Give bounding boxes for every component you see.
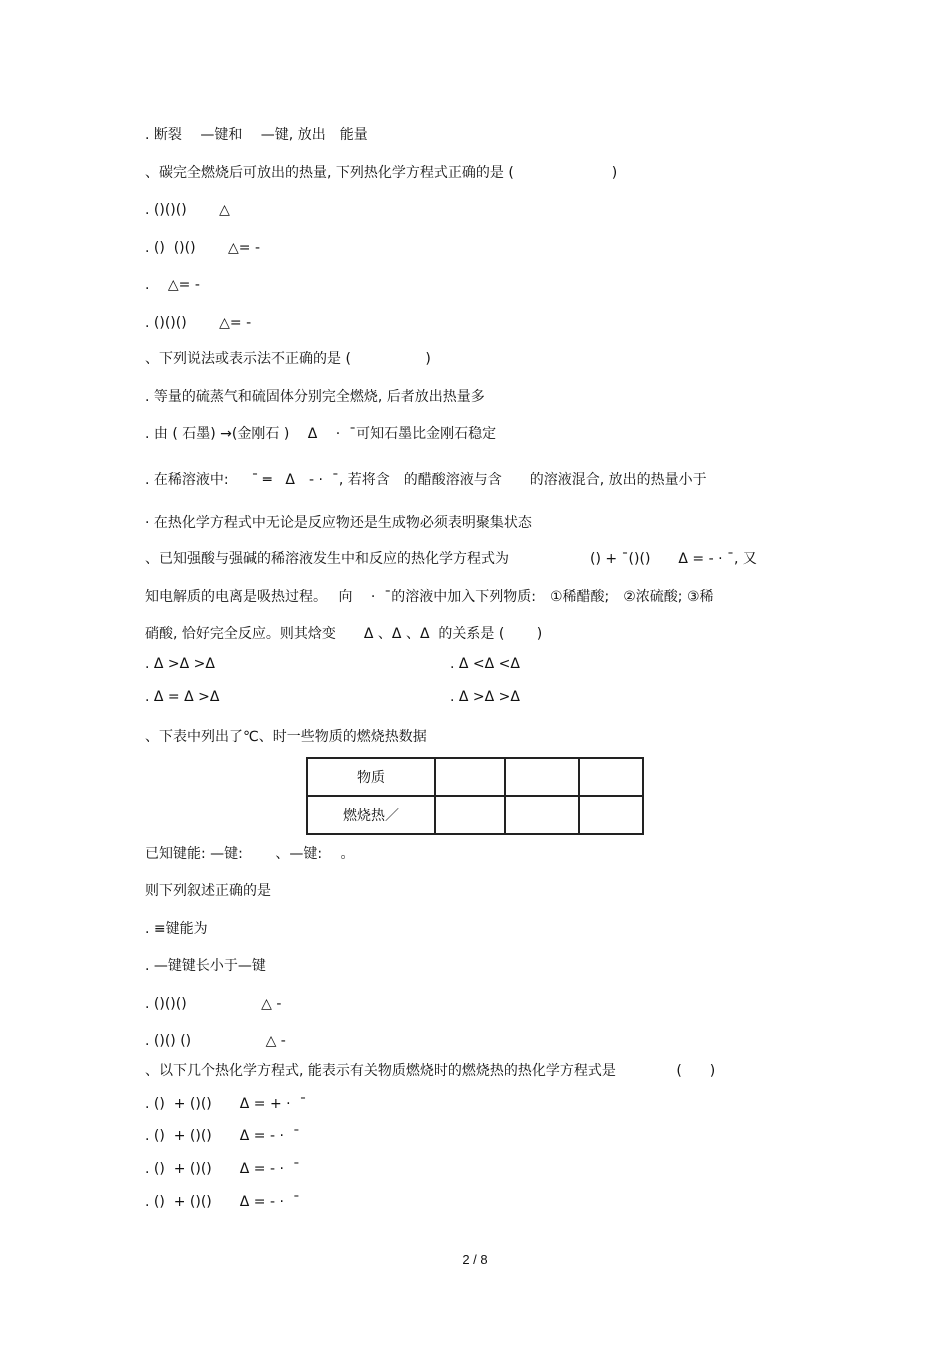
option-a: . ()()() △	[145, 202, 230, 218]
option-d: . () + ()() Δ = - · ¯	[145, 1194, 300, 1210]
option-a: . 等量的硫蒸气和硫固体分别完全燃烧, 后者放出热量多	[145, 389, 485, 405]
table-cell	[435, 758, 505, 796]
option-a: . () + ()() Δ = + · ¯	[145, 1096, 307, 1112]
table-cell: 物质	[307, 758, 435, 796]
text-line: . 断裂 —键和 —键, 放出 能量	[145, 127, 368, 143]
option-d: . Δ >Δ >Δ	[450, 689, 520, 705]
table-row	[307, 758, 643, 796]
option-c: . ()()() △ -	[145, 996, 282, 1012]
option-b: . 由 ( 石墨) →(金刚石 ) Δ · ¯可知石墨比金刚石稳定	[145, 426, 497, 442]
table-cell	[579, 758, 643, 796]
option-d: . ()()() △= -	[145, 315, 252, 331]
option-a: . Δ >Δ >Δ	[145, 656, 215, 672]
combustion-heat-table	[306, 757, 644, 835]
question-neutralization-line3: 硝酸, 恰好完全反应。则其焓变 Δ 、Δ 、Δ 的关系是 ( )	[145, 626, 543, 642]
question-neutralization-equation: () + ¯()() Δ = - · ¯, 又	[590, 551, 757, 567]
table-cell	[505, 758, 579, 796]
table-cell	[435, 796, 505, 834]
table-cell	[505, 796, 579, 834]
question-neutralization: 、已知强酸与强碱的稀溶液发生中和反应的热化学方程式为	[145, 551, 509, 567]
table-cell: 燃烧热／	[307, 796, 435, 834]
question-neutralization-line2: 知电解质的电离是吸热过程。 向 · ¯的溶液中加入下列物质: ①稀醋酸; ②浓硫酸; ③稀	[145, 589, 714, 605]
question-incorrect: 、下列说法或表示法不正确的是 ( )	[145, 351, 431, 367]
known-bond-energy: 已知键能: —键: 、—键: 。	[145, 846, 355, 862]
option-c: . Δ = Δ >Δ	[145, 689, 220, 705]
page-number: 2 / 8	[462, 1252, 488, 1267]
option-b: . —键键长小于—键	[145, 958, 266, 974]
text-line: 则下列叙述正确的是	[145, 883, 271, 899]
option-b: . () + ()() Δ = - · ¯	[145, 1128, 300, 1144]
option-c: . () + ()() Δ = - · ¯	[145, 1161, 300, 1177]
option-c: . △= -	[145, 277, 200, 293]
option-b: . Δ <Δ <Δ	[450, 656, 520, 672]
option-b: . () ()() △= -	[145, 240, 261, 256]
option-c: . 在稀溶液中: ¯ ═ Δ - · ¯, 若将含 的醋酸溶液与含 的溶液混合, 放出的热量小于	[145, 472, 707, 488]
table-cell	[579, 796, 643, 834]
option-d: . ()() () △ -	[145, 1033, 286, 1049]
question-carbon: 、碳完全燃烧后可放出的热量, 下列热化学方程式正确的是 ( )	[145, 165, 618, 181]
option-d: · 在热化学方程式中无论是反应物还是生成物必须表明聚集状态	[145, 515, 532, 531]
table-row	[307, 796, 643, 834]
question-table: 、下表中列出了℃、时一些物质的燃烧热数据	[145, 729, 427, 745]
question-heat-of-combustion: 、以下几个热化学方程式, 能表示有关物质燃烧时的燃烧热的热化学方程式是 ( )	[145, 1063, 716, 1079]
option-a: . ≡键能为	[145, 921, 208, 937]
